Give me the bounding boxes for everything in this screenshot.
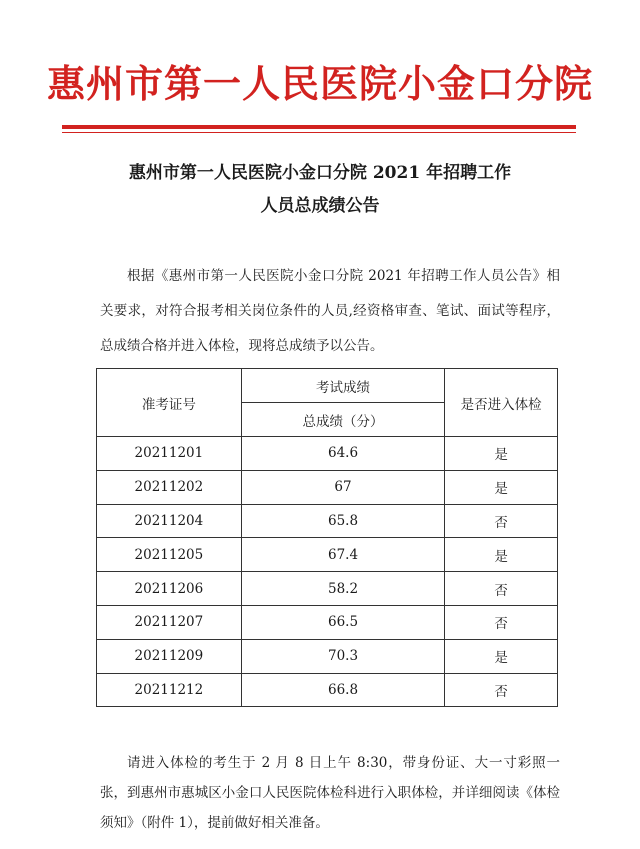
- table-row: [97, 504, 558, 538]
- table-row: [97, 605, 558, 639]
- table-row: [97, 673, 558, 707]
- intro-paragraph: 根据《惠州市第一人民医院小金口分院 2021 年招聘工作人员公告》相关要求，对符合报考相关岗位条件的人员,经资格审查、笔试、面试等程序，总成绩合格并进入体检，现将总成绩予以公告。: [100, 268, 560, 354]
- exam-id-cell: 20211204: [97, 504, 242, 538]
- score-cell: 65.8: [241, 504, 445, 538]
- checkup-cell: 是: [445, 538, 558, 572]
- table-row: [97, 639, 558, 673]
- header-rule-thick: [62, 125, 576, 129]
- checkup-cell: 是: [445, 437, 558, 471]
- score-cell: 70.3: [241, 639, 445, 673]
- announcement-title-line2: 人员总成绩公告: [260, 196, 380, 216]
- table-row: [97, 572, 558, 606]
- header-score-group: 考试成绩: [241, 369, 445, 403]
- checkup-cell: 是: [445, 639, 558, 673]
- exam-id-cell: 20211207: [97, 605, 242, 639]
- organization-header: 惠州市第一人民医院小金口分院: [46, 61, 593, 106]
- score-cell: 67.4: [241, 538, 445, 572]
- checkup-notice-paragraph: 请进入体检的考生于 2 月 8 日上午 8:30，带身份证、大一寸彩照一张，到惠州市惠城区小金口人民医院体检科进行入职体检，并详细阅读《体检须知》（附件 1），提前做好相关准备。: [100, 755, 560, 831]
- score-cell: 64.6: [241, 437, 445, 471]
- exam-id-cell: 20211202: [97, 470, 242, 504]
- header-exam-id: 准考证号: [97, 369, 242, 437]
- exam-id-cell: 20211205: [97, 538, 242, 572]
- header-rule-thin: [62, 132, 576, 133]
- checkup-cell: 否: [445, 605, 558, 639]
- score-cell: 66.5: [241, 605, 445, 639]
- checkup-cell: 否: [445, 572, 558, 606]
- table-row: [97, 470, 558, 504]
- exam-id-cell: 20211212: [97, 673, 242, 707]
- checkup-cell: 否: [445, 673, 558, 707]
- score-cell: 67: [241, 470, 445, 504]
- checkup-cell: 否: [445, 504, 558, 538]
- exam-id-cell: 20211201: [97, 437, 242, 471]
- score-cell: 58.2: [241, 572, 445, 606]
- exam-id-cell: 20211206: [97, 572, 242, 606]
- exam-id-cell: 20211209: [97, 639, 242, 673]
- results-table: [96, 368, 558, 707]
- score-cell: 66.8: [241, 673, 445, 707]
- checkup-cell: 是: [445, 470, 558, 504]
- header-total-score: 总成绩（分）: [241, 403, 445, 437]
- table-row: [97, 437, 558, 471]
- table-row: [97, 538, 558, 572]
- header-checkup: 是否进入体检: [445, 369, 558, 437]
- announcement-title-line1: 惠州市第一人民医院小金口分院 2021 年招聘工作: [128, 163, 512, 183]
